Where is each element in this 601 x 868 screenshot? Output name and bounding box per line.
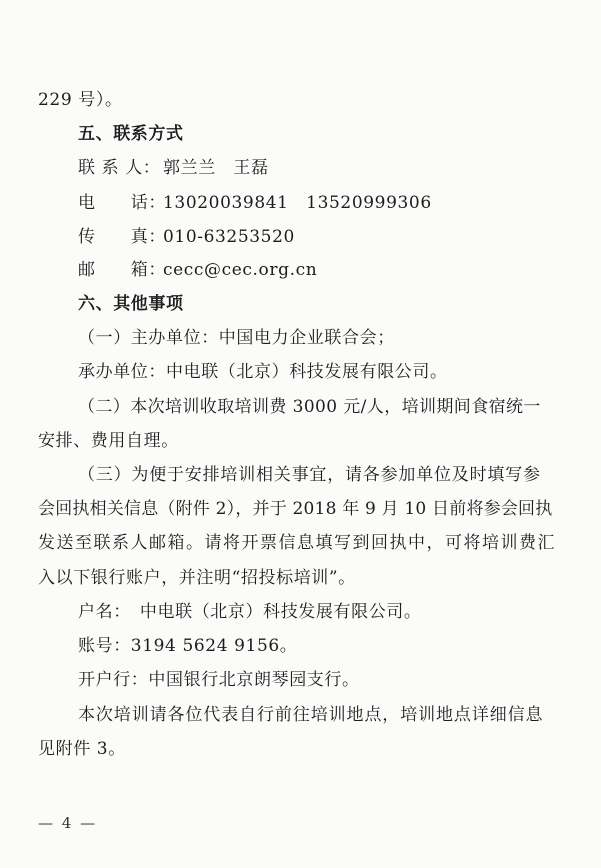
text-line: 承办单位：中电联（北京）科技发展有限公司。	[78, 362, 448, 382]
contact-label: 邮 箱：	[78, 260, 166, 280]
contact-label: 传 真：	[78, 227, 166, 247]
text-line: 开户行：中国银行北京朗琴园支行。	[78, 670, 360, 690]
contact-value: 13020039841 13520999306	[163, 193, 432, 213]
text-line: （三）为便于安排培训相关事宜，请各参加单位及时填写参	[78, 465, 541, 485]
text-line: 安排、费用自理。	[38, 431, 179, 451]
section-heading-other-matters: 六、其他事项	[78, 294, 184, 314]
page-number: — 4 —	[38, 814, 98, 832]
contact-value: 郭兰兰 王磊	[163, 158, 269, 178]
text-line: 本次培训请各位代表自行前往培训地点，培训地点详细信息	[78, 705, 544, 725]
contact-label: 联 系 人：	[78, 158, 161, 178]
text-line: 发送至联系人邮箱。请将开票信息填写到回执中，可将培训费汇	[38, 533, 556, 553]
text-line: 入以下银行账户，并注明“招投标培训”。	[38, 568, 356, 588]
text-line: （一）主办单位：中国电力企业联合会；	[78, 328, 395, 348]
contact-value: 010-63253520	[163, 227, 295, 247]
text-line: （二）本次培训收取培训费 3000 元/人，培训期间食宿统一	[78, 397, 541, 417]
text-line: 会回执相关信息（附件 2），并于 2018 年 9 月 10 日前将参会回执	[38, 499, 553, 519]
text-line: 户名： 中电联（北京）科技发展有限公司。	[78, 602, 422, 622]
text-line: 见附件 3。	[38, 739, 126, 759]
contact-value: cecc@cec.org.cn	[163, 260, 318, 280]
contact-label: 电 话：	[78, 193, 166, 213]
text-line-continuation: 229 号）。	[38, 90, 123, 110]
section-heading-contact: 五、联系方式	[78, 124, 184, 144]
text-line: 账号：3194 5624 9156。	[78, 636, 298, 656]
